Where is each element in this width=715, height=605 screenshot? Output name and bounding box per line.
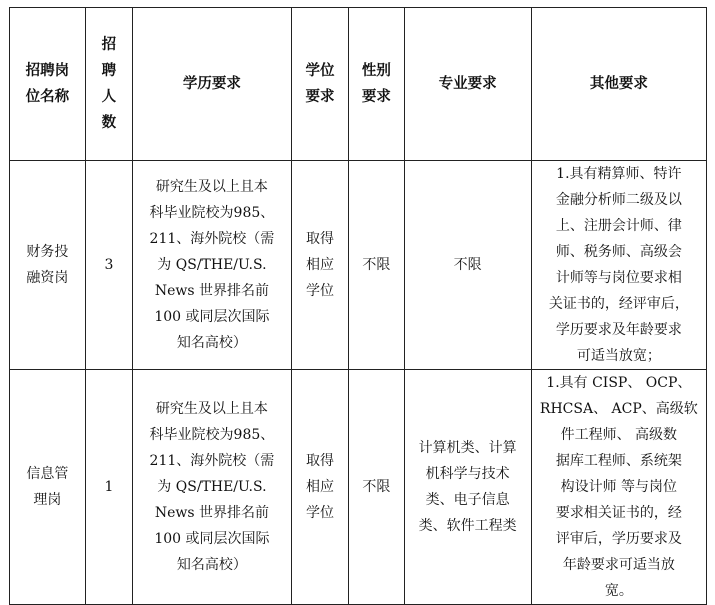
header-gender: 性别 要求 [349, 8, 404, 161]
cell-degree: 取得 相应 学位 [291, 161, 348, 370]
cell-position: 信息管 理岗 [10, 370, 86, 605]
header-degree: 学位 要求 [291, 8, 348, 161]
cell-position: 财务投 融资岗 [10, 161, 86, 370]
table-row [10, 370, 707, 605]
cell-major: 不限 [404, 161, 531, 370]
header-count: 招 聘 人 数 [85, 8, 132, 161]
header-position: 招聘岗 位名称 [10, 8, 86, 161]
recruitment-table [9, 7, 707, 605]
cell-count: 1 [85, 370, 132, 605]
cell-other: 1.具有 CISP、 OCP、 RHCSA、 ACP、高级软 件工程师、 高级数 据库工程师、系统架 构设计师 等与岗位 要求相关证书的，经 评审后，学历要求及 年龄要求可适当放 宽。 [531, 370, 706, 605]
cell-education: 研究生及以上且本 科毕业院校为985、 211、海外院校（需 为 QS/THE/U.S. News 世界排名前 100 或同层次国际 知名高校） [132, 370, 291, 605]
cell-gender: 不限 [349, 161, 404, 370]
header-major: 专业要求 [404, 8, 531, 161]
table-row [10, 161, 707, 370]
header-other: 其他要求 [531, 8, 706, 161]
header-education: 学历要求 [132, 8, 291, 161]
cell-gender: 不限 [349, 370, 404, 605]
cell-other: 1.具有精算师、特许 金融分析师二级及以 上、注册会计师、律 师、税务师、高级会 计师等与岗位要求相 关证书的，经评审后， 学历要求及年龄要求 可适当放宽； [531, 161, 706, 370]
cell-major: 计算机类、计算 机科学与技术 类、电子信息 类、软件工程类 [404, 370, 531, 605]
table-header-row [10, 8, 707, 161]
cell-count: 3 [85, 161, 132, 370]
cell-degree: 取得 相应 学位 [291, 370, 348, 605]
cell-education: 研究生及以上且本 科毕业院校为985、 211、海外院校（需 为 QS/THE/U.S. News 世界排名前 100 或同层次国际 知名高校） [132, 161, 291, 370]
